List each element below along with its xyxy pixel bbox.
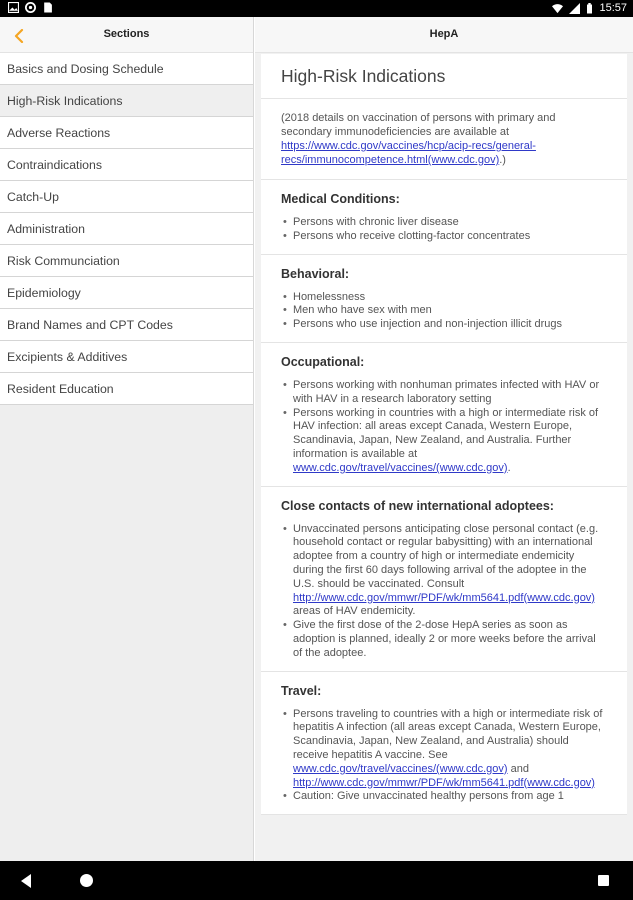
- travel-vaccines-link[interactable]: www.cdc.gov/travel/vaccines/(www.cdc.gov): [293, 461, 508, 474]
- travel-list: [281, 708, 607, 815]
- sim-icon: [42, 2, 53, 13]
- detail-content: [261, 54, 627, 815]
- section-item-contraindications[interactable]: Contraindications: [0, 149, 253, 181]
- nav-home-icon[interactable]: [80, 874, 93, 887]
- occupational-list: [281, 379, 607, 486]
- intro-text-before: (2018 details on vaccination of persons with primary and secondary immunodeficiencies are available at: [281, 112, 556, 138]
- behavioral-heading: Behavioral:: [281, 266, 350, 281]
- adoptees-heading: Close contacts of new international adoptees:: [281, 498, 554, 513]
- list-item-text: Persons traveling to countries with a high or intermediate risk of hepatitis A infection (all areas except Canada, Western Europe, Scandinavia, Japan, New Zealand, and Australia) should receive hepatitis A vaccine. See: [293, 707, 603, 761]
- list-item-text: Unvaccinated persons anticipating close personal contact (e.g. household contact or regular babysitting) with an international adoptee from a country of high or intermediate endemicity during the first 60 days following arrival of the adoptee in the U.S. should be vaccinated. Consult: [293, 522, 599, 590]
- list-item: • Persons who use injection and non-injection illicit drugs: [281, 318, 607, 332]
- list-item-text-after: areas of HAV endemicity.: [293, 605, 416, 618]
- travel-vaccines-link[interactable]: www.cdc.gov/travel/vaccines/(www.cdc.gov): [293, 762, 508, 775]
- mmwr-link[interactable]: http://www.cdc.gov/mmwr/PDF/wk/mm5641.pdf(www.cdc.gov): [293, 591, 595, 604]
- list-item: • Homelessness: [281, 291, 607, 305]
- photo-icon: [8, 2, 19, 13]
- immunocompetence-link[interactable]: https://www.cdc.gov/vaccines/hcp/acip-recs/general-recs/immunocompetence.html(www.cdc.gov): [281, 140, 536, 166]
- adoptees-card: [261, 487, 627, 672]
- list-item: • Persons with chronic liver disease: [281, 216, 607, 230]
- section-item-administration[interactable]: Administration: [0, 213, 253, 245]
- list-item: • Men who have sex with men: [281, 304, 607, 318]
- section-item-high-risk[interactable]: High-Risk Indications: [0, 85, 253, 117]
- medical-list: [281, 216, 607, 254]
- signal-icon: [569, 3, 580, 14]
- wifi-icon: [552, 3, 563, 14]
- medical-card: [261, 180, 627, 255]
- behavioral-card: [261, 255, 627, 343]
- section-item-adverse-reactions[interactable]: Adverse Reactions: [0, 117, 253, 149]
- list-item-text: Persons working in countries with a high or intermediate risk of HAV infection: all areas except Canada, Western Europe, Scandinavia, Japan, New Zealand, and Australia. Further information is available at: [293, 406, 599, 460]
- list-item: • Caution: Give unvaccinated healthy persons from age 1: [281, 790, 607, 804]
- sections-panel: [0, 17, 254, 861]
- nav-back-icon[interactable]: [21, 874, 31, 888]
- behavioral-list: [281, 291, 607, 342]
- circle-icon: [25, 2, 36, 13]
- section-item-basics[interactable]: Basics and Dosing Schedule: [0, 53, 253, 85]
- section-item-epidemiology[interactable]: Epidemiology: [0, 277, 253, 309]
- battery-icon: [586, 3, 593, 14]
- section-item-risk-communication[interactable]: Risk Communciation: [0, 245, 253, 277]
- status-bar-left: [8, 2, 53, 13]
- section-item-excipients[interactable]: Excipients & Additives: [0, 341, 253, 373]
- travel-heading: Travel:: [281, 683, 322, 698]
- section-item-catch-up[interactable]: Catch-Up: [0, 181, 253, 213]
- status-bar: [0, 0, 633, 17]
- status-time: 15:57: [599, 2, 627, 14]
- section-item-resident-education[interactable]: Resident Education: [0, 373, 253, 405]
- sections-title: Sections: [103, 28, 150, 40]
- status-bar-right: [552, 2, 627, 14]
- list-item: • Give the first dose of the 2-dose HepA series as soon as adoption is planned, ideally 2 or more weeks before the arrival of the adoptee.: [281, 619, 607, 660]
- mmwr-link[interactable]: http://www.cdc.gov/mmwr/PDF/wk/mm5641.pdf(www.cdc.gov): [293, 776, 595, 789]
- list-item: [281, 407, 607, 476]
- list-item-text-mid: and: [507, 762, 529, 775]
- page-title: High-Risk Indications: [261, 54, 627, 99]
- navigation-bar: [0, 861, 633, 900]
- intro-card: [261, 54, 627, 180]
- intro-text: [281, 99, 607, 179]
- occupational-card: [261, 343, 627, 487]
- section-item-brand-names[interactable]: Brand Names and CPT Codes: [0, 309, 253, 341]
- detail-title: HepA: [255, 17, 633, 53]
- intro-text-after: .): [499, 154, 506, 166]
- list-item-text-after: .: [507, 461, 511, 474]
- occupational-heading: Occupational:: [281, 354, 365, 369]
- sections-list: [0, 53, 253, 405]
- list-item: [281, 708, 607, 791]
- detail-panel[interactable]: [255, 17, 633, 861]
- app-window: [0, 17, 633, 861]
- medical-heading: Medical Conditions:: [281, 192, 400, 206]
- nav-recents-icon[interactable]: [598, 875, 609, 886]
- list-item: • Persons working with nonhuman primates infected with HAV or with HAV in a research laboratory setting: [281, 379, 607, 407]
- travel-card: [261, 672, 627, 816]
- list-item: • Persons who receive clotting-factor concentrates: [281, 230, 607, 244]
- sections-header: [0, 17, 253, 53]
- adoptees-list: [281, 523, 607, 671]
- list-item: [281, 523, 607, 620]
